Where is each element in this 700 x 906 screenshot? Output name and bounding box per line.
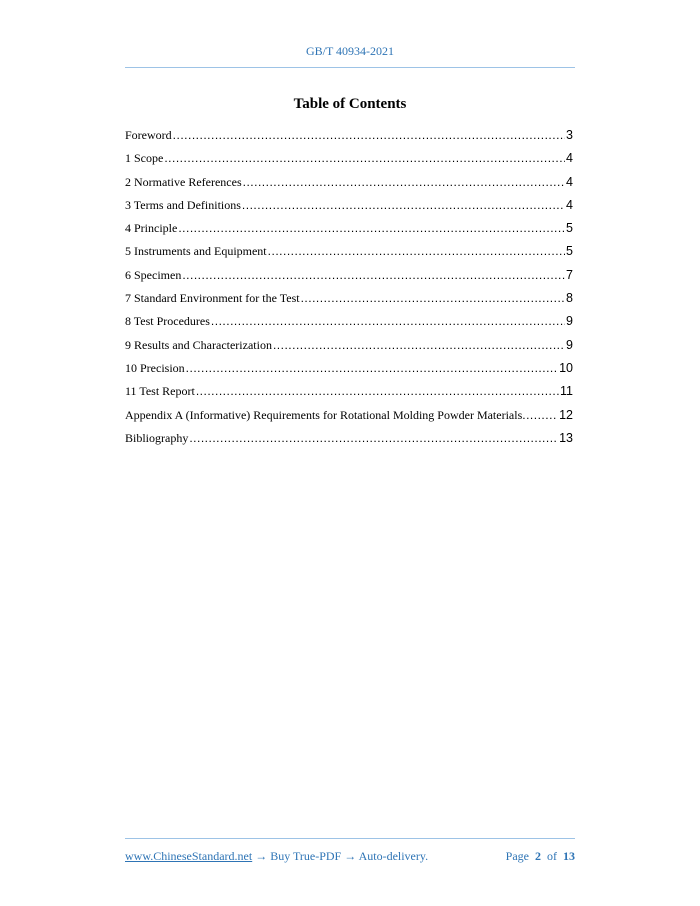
toc-entry-label: 5 Instruments and Equipment — [125, 244, 267, 259]
toc-entry[interactable] — [125, 128, 573, 151]
toc-entry-label: 7 Standard Environment for the Test — [125, 291, 300, 306]
toc-entry-page: 4 — [566, 174, 573, 189]
toc-leader-dots — [182, 268, 565, 282]
toc-entry-label: Bibliography — [125, 430, 189, 445]
footer-promo — [125, 849, 428, 864]
toc-entry-page: 5 — [566, 244, 573, 259]
toc-entry-page: 4 — [566, 197, 573, 212]
toc-entry-label: 6 Specimen — [125, 267, 182, 282]
toc-entry-page: 13 — [559, 430, 573, 445]
table-of-contents — [125, 128, 573, 454]
toc-entry[interactable] — [125, 175, 573, 198]
toc-leader-dots — [186, 361, 558, 375]
toc-entry[interactable] — [125, 408, 573, 431]
footer-divider — [125, 838, 575, 839]
toc-leader-dots — [242, 198, 565, 212]
toc-entry-label: 11 Test Report — [125, 384, 195, 399]
toc-title: Table of Contents — [293, 96, 407, 112]
current-page-number: 2 — [535, 849, 541, 863]
toc-entry-page: 3 — [566, 128, 573, 142]
toc-entry[interactable] — [125, 338, 573, 361]
page-indicator — [506, 849, 575, 864]
toc-entry-label: 8 Test Procedures — [125, 314, 210, 329]
toc-entry-page: 7 — [566, 267, 573, 282]
toc-entry-page: 11 — [560, 384, 573, 399]
toc-entry[interactable] — [125, 384, 573, 407]
of-word: of — [547, 849, 557, 863]
toc-entry[interactable] — [125, 151, 573, 174]
toc-entry-label: 4 Principle — [125, 221, 178, 236]
toc-leader-dots — [273, 338, 565, 352]
toc-entry-page: 8 — [566, 291, 573, 306]
toc-entry-label: Foreword — [125, 128, 172, 142]
toc-entry-label: 2 Normative References — [125, 174, 242, 189]
toc-entry-label: 1 Scope — [125, 151, 164, 166]
header-divider — [125, 67, 575, 68]
toc-entry-label: 3 Terms and Definitions — [125, 197, 241, 212]
toc-leader-dots — [196, 384, 559, 398]
page-header: GB/T 40934-2021 — [305, 44, 395, 58]
toc-entry-page: 5 — [566, 221, 573, 236]
total-page-count: 13 — [563, 849, 575, 863]
toc-entry-page: 9 — [566, 337, 573, 352]
toc-entry-page: 9 — [566, 314, 573, 329]
toc-entry[interactable] — [125, 268, 573, 291]
toc-entry-page: 12 — [559, 407, 573, 422]
toc-leader-dots — [178, 221, 565, 235]
toc-entry-label: Appendix A (Informative) Requirements for Rotational Molding Powder Materials — [125, 407, 523, 422]
toc-leader-dots — [164, 151, 565, 165]
page-footer — [125, 849, 575, 864]
page-word: Page — [505, 849, 529, 863]
toc-leader-dots — [301, 291, 565, 305]
website-link[interactable]: www.ChineseStandard.net — [125, 849, 253, 863]
toc-entry[interactable] — [125, 198, 573, 221]
toc-entry[interactable] — [125, 314, 573, 337]
toc-entry-page: 10 — [559, 360, 573, 375]
toc-entry-page: 4 — [566, 151, 573, 166]
toc-entry[interactable] — [125, 361, 573, 384]
toc-entry[interactable] — [125, 244, 573, 267]
toc-entry-label: 10 Precision — [125, 360, 185, 375]
toc-entry[interactable] — [125, 221, 573, 244]
toc-entry[interactable] — [125, 431, 573, 454]
toc-leader-dots — [268, 244, 565, 258]
toc-leader-dots — [173, 128, 565, 142]
footer-tagline: → Buy True-PDF → Auto-delivery. — [252, 849, 429, 863]
toc-entry[interactable] — [125, 291, 573, 314]
toc-entry-label: 9 Results and Characterization — [125, 337, 272, 352]
toc-leader-dots — [522, 408, 556, 422]
toc-leader-dots — [189, 431, 558, 445]
toc-leader-dots — [211, 314, 565, 328]
toc-leader-dots — [243, 175, 565, 189]
